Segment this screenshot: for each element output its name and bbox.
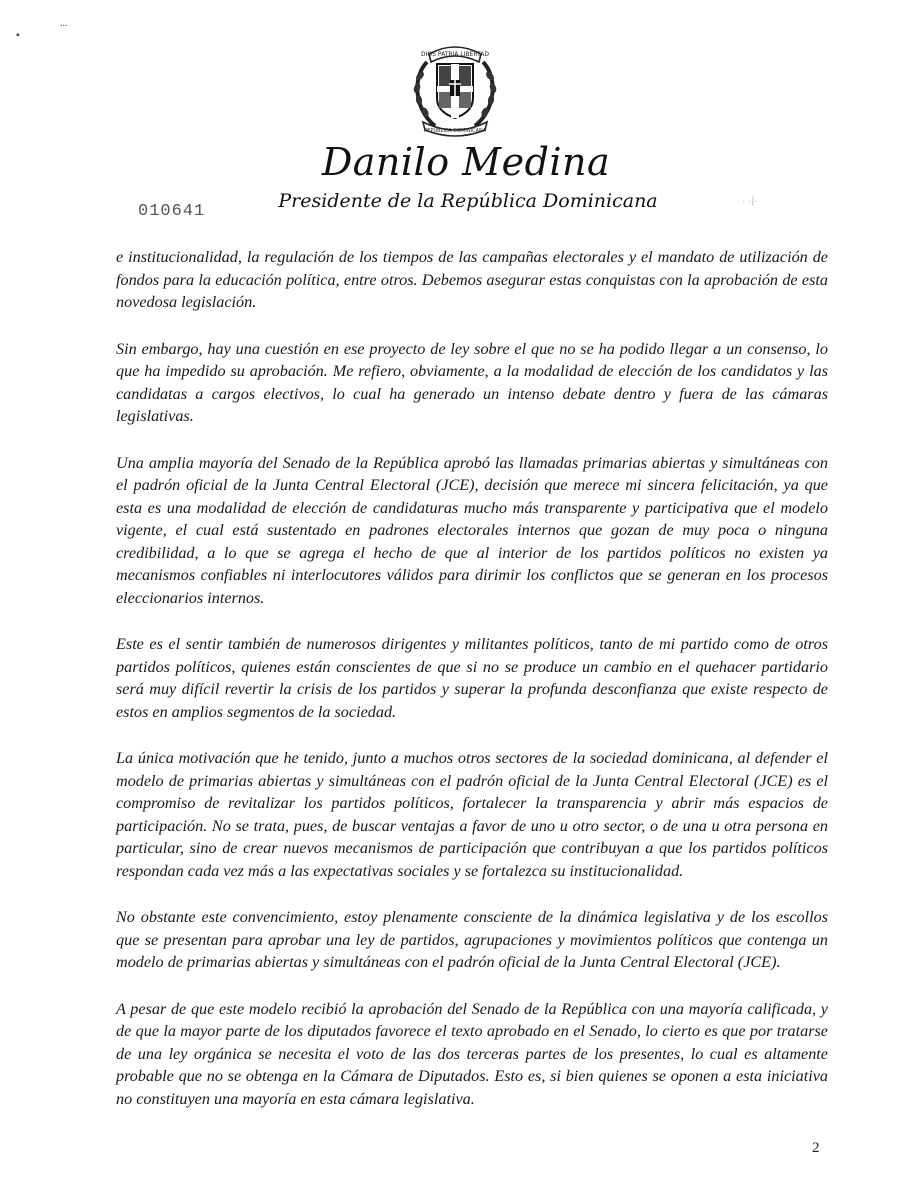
signatory-title: Presidente de la República Dominicana <box>278 190 658 212</box>
scan-speck: ▪ <box>16 30 20 41</box>
corner-mark: ... <box>60 18 68 29</box>
paragraph: Una amplia mayoría del Senado de la República aprobó las llamadas primarias abiertas y simultáneas con el padrón oficial de la Junta Central Electoral (JCE), decisión que merece mi sincera felicitación, ya que esta es una modalidad de elección de candidaturas mucho más transparente y participativa que el modelo vigente, el cual está sustentado en padrones electorales internos que gozan de muy poca o ninguna credibilidad, a lo que se agrega el hecho de que al interior de los partidos políticos no existen ya mecanismos confiables ni interlocutores válidos para dirimir los conflictos que se generan en los procesos eleccionarios internos. <box>116 453 828 607</box>
seal-banner: REPÚBLICA DOMINICANA <box>423 128 487 134</box>
page-number: 2 <box>812 1140 820 1156</box>
coat-of-arms-seal-icon <box>405 36 505 140</box>
paragraph: Este es el sentir también de numerosos dirigentes y militantes políticos, tanto de mi partido como de otros partidos políticos, quienes están conscientes de que si no se produce un cambio en el quehacer partidario será muy difícil revertir la crisis de los partidos y superar la profunda desconfianza que existe respecto de estos en amplios segmentos de la sociedad. <box>116 635 828 721</box>
paragraph: e institucionalidad, la regulación de los tiempos de las campañas electorales y el mandato de utilización de fondos para la educación política, entre otros. Debemos asegurar estas conquistas con la aprobación de esta novedosa legislación. <box>116 248 828 311</box>
paragraph: No obstante este convencimiento, estoy plenamente consciente de la dinámica legislativa y de los escollos que se presentan para aprobar una ley de partidos, agrupaciones y movimientos políticos que contenga un modelo de primarias abiertas y simultáneas con el padrón oficial de la Junta Central Electoral (JCE). <box>116 908 828 971</box>
paragraph: A pesar de que este modelo recibió la aprobación del Senado de la República con una mayoría calificada, y de que la mayor parte de los diputados favorece el texto aprobado en el Senado, lo cierto es que por tratarse de una ley orgánica se necesita el voto de las dos terceras partes de los presentes, lo cual es altamente probable que no se obtenga en la Cámara de Diputados. Esto es, si bien quienes se oponen a esta iniciativa no constituyen una mayoría en esta cámara legislativa. <box>116 999 828 1108</box>
letter-body <box>116 246 828 1134</box>
signatory-name: Danilo Medina <box>321 140 611 184</box>
paragraph: La única motivación que he tenido, junto a muchos otros sectores de la sociedad dominicana, al defender el modelo de primarias abiertas y simultáneas con el padrón oficial de la Junta Central Electoral (JCE) es el compromiso de revitalizar los partidos políticos, fortalecer la transparencia y abrir más espacios de participación. No se trata, pues, de buscar ventajas a favor de uno u otro sector, o de una u otra persona en particular, sino de crear nuevos mecanismos de participación que contribuyan a que los partidos políticos respondan cada vez más a las expectativas sociales y se fortalezca su institucionalidad. <box>116 749 828 880</box>
paragraph: Sin embargo, hay una cuestión en ese proyecto de ley sobre el que no se ha podido llegar a un consenso, lo que ha impedido su aprobación. Me refiero, obviamente, a la modalidad de elección de los candidatos y las candidatas a cargos electivos, lo cual ha generado un intenso debate dentro y fuera de las cámaras legislativas. <box>116 339 828 425</box>
stamp-mark: · ·|· <box>742 196 758 207</box>
seal-motto: DIOS PATRIA LIBERTAD <box>421 51 489 58</box>
document-number: 010641 <box>138 202 206 221</box>
